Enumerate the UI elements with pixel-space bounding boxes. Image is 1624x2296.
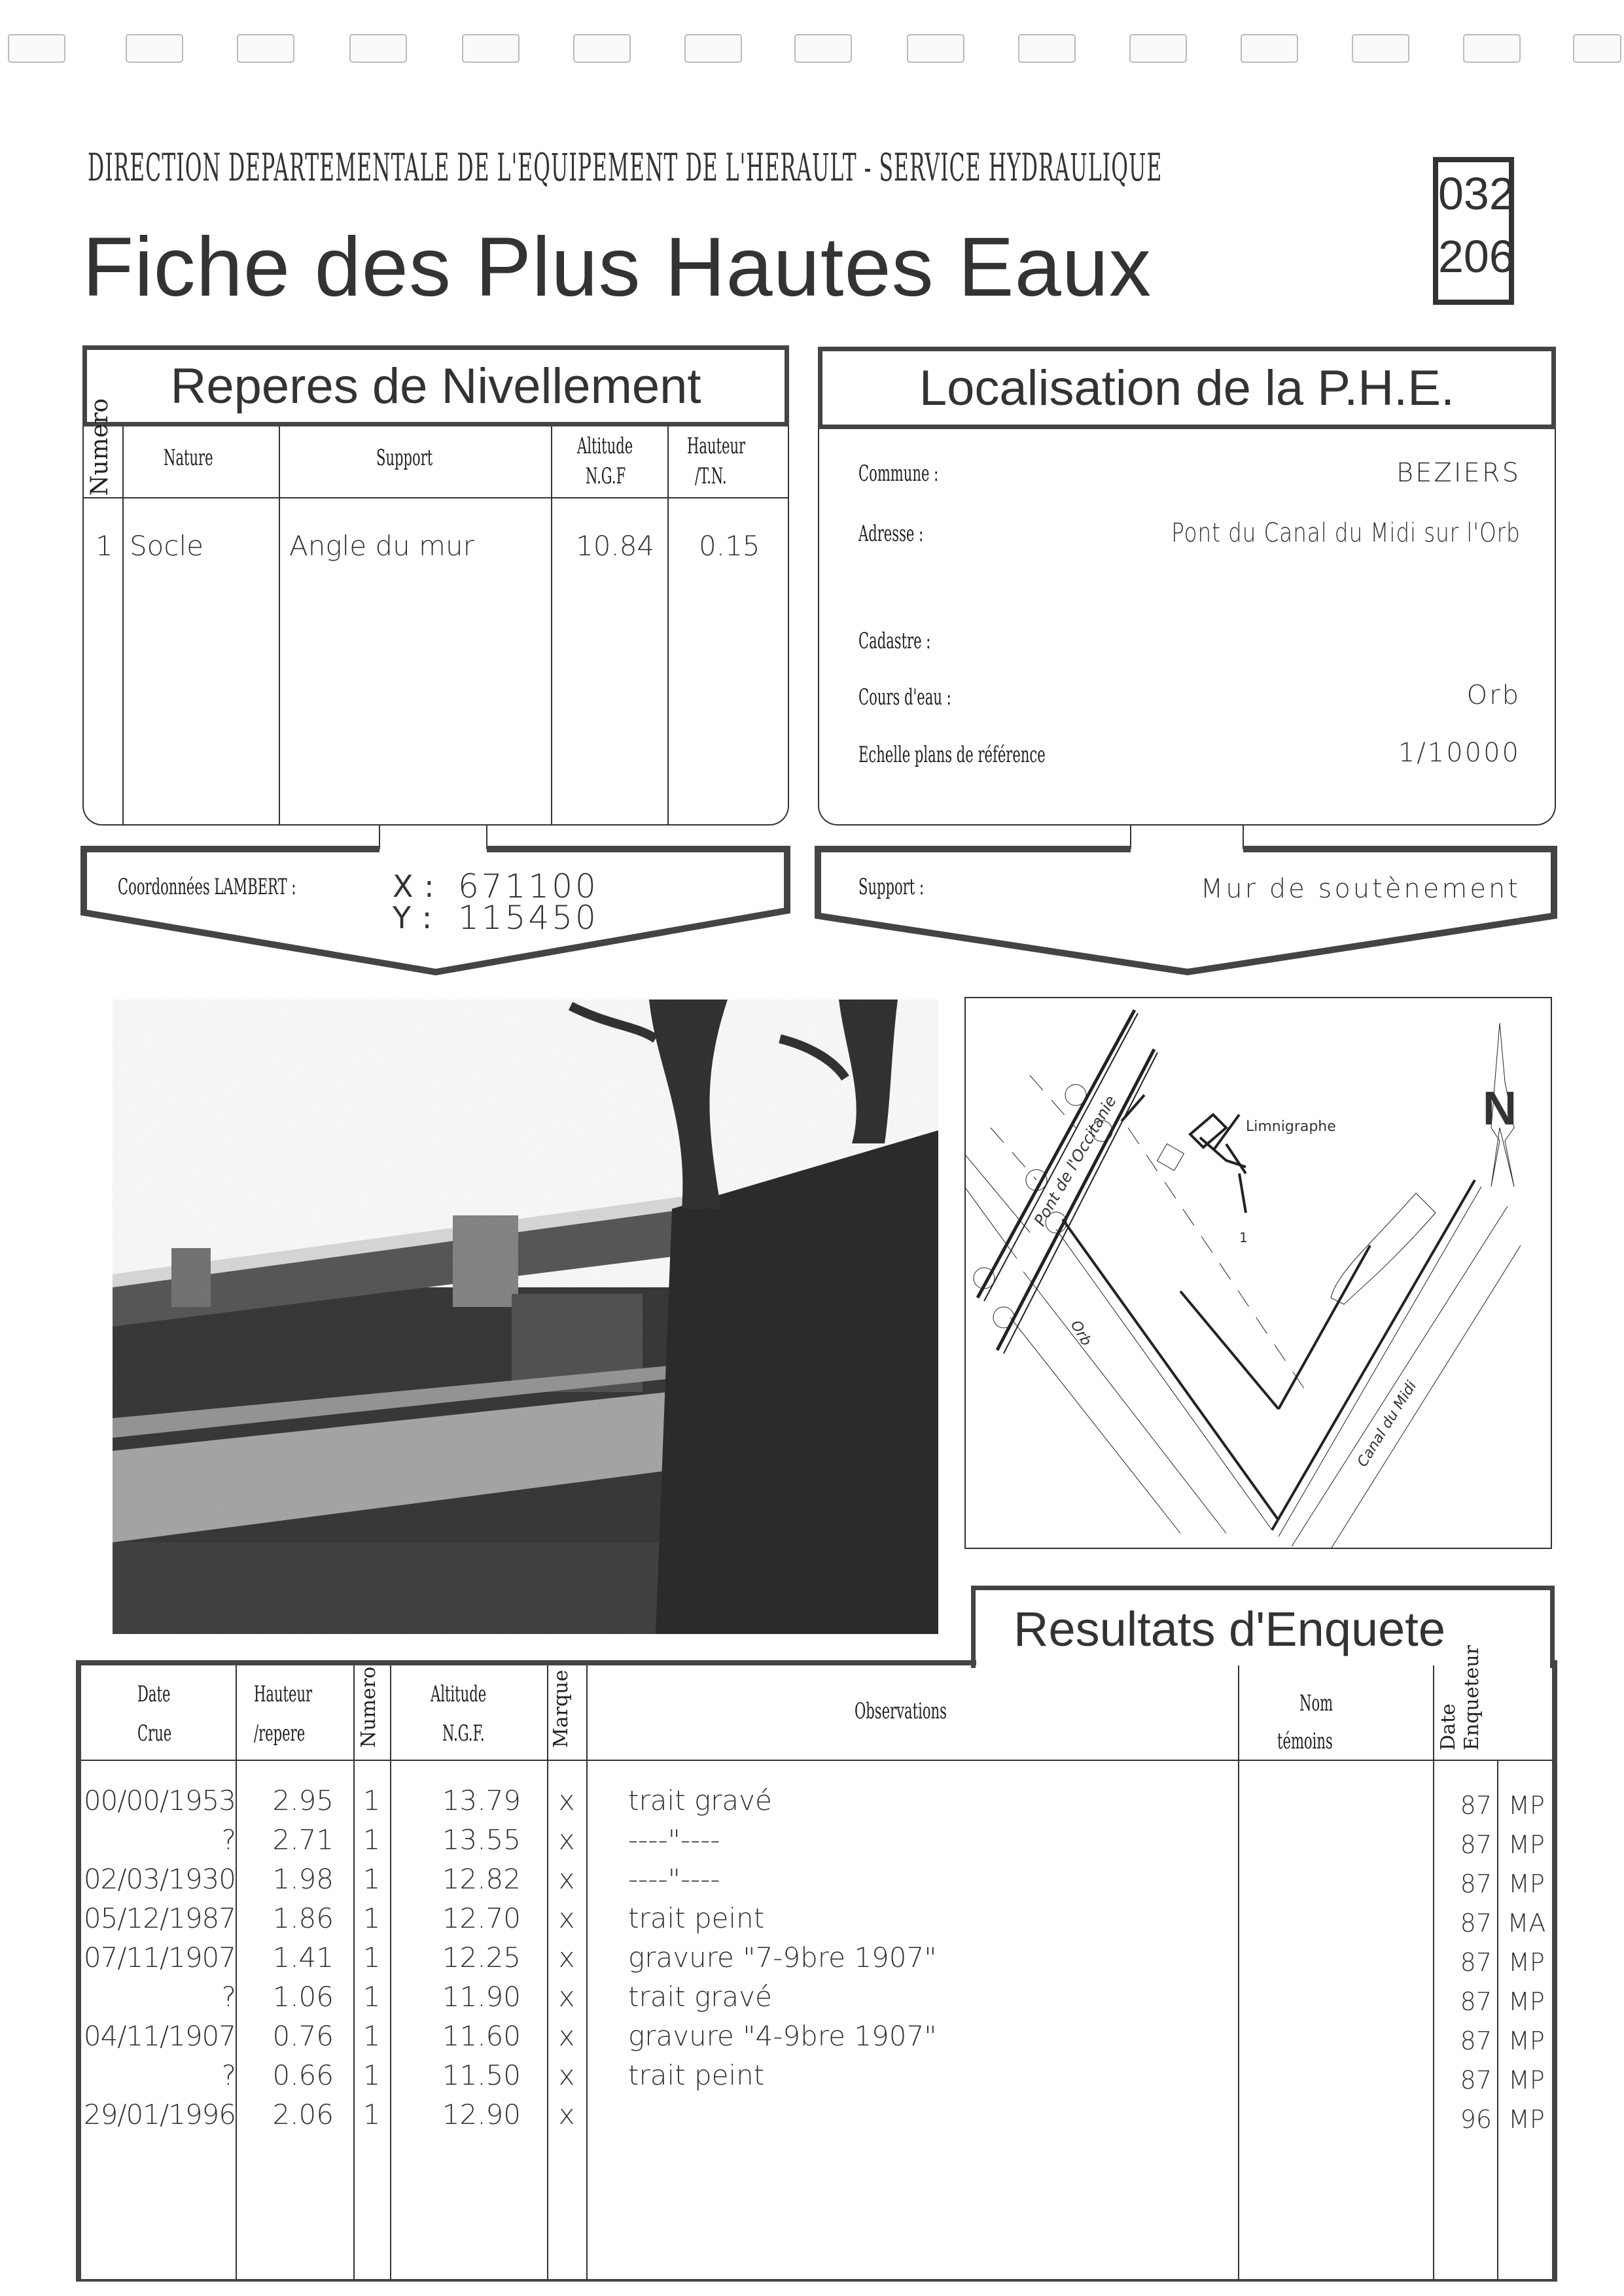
cell-observation: trait peint xyxy=(628,1902,765,1934)
cell-observation: ----"---- xyxy=(628,1863,720,1895)
localisation-section-title: Localisation de la P.H.E. xyxy=(818,347,1556,429)
cell-marque: x xyxy=(558,1784,575,1817)
cell-observation: ----"---- xyxy=(628,1824,720,1856)
cell-date: 05/12/1987 xyxy=(83,1902,236,1934)
cell-numero: 1 xyxy=(362,2098,381,2131)
support-label: Support : xyxy=(858,874,925,900)
cell-observation: trait gravé xyxy=(628,1981,772,2013)
field-value-cours-eau: Orb xyxy=(1466,680,1521,710)
cell-marque: x xyxy=(558,1824,575,1856)
cell-numero: 1 xyxy=(362,1784,381,1817)
cell-hauteur: 0.76 xyxy=(272,2020,334,2052)
cell-marque: x xyxy=(558,2098,575,2131)
cell-enqueteur: MP xyxy=(1508,1987,1545,2016)
resultats-col-temoins: témoins xyxy=(1277,1728,1333,1754)
cell-numero: 1 xyxy=(362,1941,381,1974)
cell-observation: trait gravé xyxy=(628,1784,772,1817)
resultats-section-title: Resultats d'Enquete xyxy=(971,1586,1555,1668)
river-label: Orb xyxy=(1067,1317,1095,1349)
cell-numero: 1 xyxy=(362,1902,381,1934)
field-label-echelle: Echelle plans de référence xyxy=(858,742,1046,768)
cell-hauteur: 1.98 xyxy=(272,1863,334,1895)
cell-date: 07/11/1907 xyxy=(83,1941,236,1974)
resultats-col-observations: Observations xyxy=(855,1698,947,1724)
site-photo xyxy=(113,1000,938,1634)
resultats-col-date-enquete: Date xyxy=(1437,1703,1460,1750)
organization-heading: DIRECTION DEPARTEMENTALE DE L'EQUIPEMENT DE L'HERAULT - SERVICE HYDRAULIQUE xyxy=(88,145,1163,190)
cell-altitude: 11.60 xyxy=(442,2020,521,2052)
reperes-col-numero: Numero xyxy=(86,398,113,496)
lambert-x-value: 671100 xyxy=(458,867,599,905)
cell-numero: 1 xyxy=(362,2020,381,2052)
resultats-col-date-crue: Crue xyxy=(137,1720,172,1747)
resultats-col-enqueteur: Enqueteur xyxy=(1460,1645,1483,1750)
cell-hauteur: 1.41 xyxy=(272,1941,334,1974)
cell-hauteur: 2.95 xyxy=(272,1784,334,1817)
cell-hauteur: 1.86 xyxy=(272,1902,334,1934)
cell-numero: 1 xyxy=(362,1981,381,2013)
cell-marque: x xyxy=(558,1902,575,1934)
cell-hauteur: 2.06 xyxy=(272,2098,334,2131)
lambert-x-label: X : xyxy=(393,869,435,904)
cell-numero: 1 xyxy=(362,1863,381,1895)
lambert-y-value: 115450 xyxy=(458,899,599,937)
cell-altitude: 12.90 xyxy=(442,2098,521,2131)
cell-date: 04/11/1907 xyxy=(83,2020,236,2052)
reperes-col-support: Support xyxy=(376,445,433,471)
reperes-cell-hauteur: 0.15 xyxy=(699,530,760,562)
field-value-commune: BEZIERS xyxy=(1396,458,1521,488)
cell-altitude: 13.79 xyxy=(442,1784,521,1817)
lambert-y-label: Y : xyxy=(393,900,433,935)
sheet-code-bottom: 206 xyxy=(1438,231,1515,282)
cell-enqueteur: MP xyxy=(1508,2066,1545,2095)
cell-hauteur: 1.06 xyxy=(272,1981,334,2013)
cell-enqueteur: MP xyxy=(1508,2026,1545,2055)
field-label-adresse: Adresse : xyxy=(858,521,924,547)
cell-date-enquete: 87 xyxy=(1460,1948,1492,1977)
resultats-col-hauteur-repere: /repere xyxy=(254,1720,306,1747)
support-value: Mur de soutènement xyxy=(1200,874,1521,904)
field-value-echelle: 1/10000 xyxy=(1398,738,1521,768)
cell-date-enquete: 87 xyxy=(1460,1791,1492,1820)
field-value-adresse: Pont du Canal du Midi sur l'Orb xyxy=(1171,518,1521,548)
resultats-col-date: Date xyxy=(137,1681,171,1707)
cell-marque: x xyxy=(558,1981,575,2013)
cell-date-enquete: 87 xyxy=(1460,2066,1492,2095)
reperes-col-nature: Nature xyxy=(164,445,213,471)
cell-date-enquete: 87 xyxy=(1460,1909,1492,1938)
cell-marque: x xyxy=(558,2020,575,2052)
canal-label: Canal du Midi xyxy=(1354,1378,1421,1470)
cell-enqueteur: MP xyxy=(1508,1948,1545,1977)
cell-marque: x xyxy=(558,2059,575,2091)
cell-observation: gravure "7-9bre 1907" xyxy=(628,1941,937,1974)
reperes-cell-nature: Socle xyxy=(130,530,203,562)
cell-altitude: 12.70 xyxy=(442,1902,521,1934)
cell-date: ? xyxy=(221,1824,236,1856)
cell-hauteur: 0.66 xyxy=(272,2059,334,2091)
field-label-commune: Commune : xyxy=(858,461,939,487)
reperes-col-altitude: Altitude xyxy=(577,433,633,459)
cell-date-enquete: 87 xyxy=(1460,2026,1492,2055)
cell-date-enquete: 87 xyxy=(1460,1987,1492,2016)
cell-date-enquete: 87 xyxy=(1460,1870,1492,1898)
cell-altitude: 11.50 xyxy=(442,2059,521,2091)
cell-date: ? xyxy=(221,1981,236,2013)
lambert-label: Coordonnées LAMBERT : xyxy=(118,874,296,900)
cell-date: ? xyxy=(221,2059,236,2091)
resultats-col-altitude-unit: N.G.F. xyxy=(442,1720,485,1747)
field-label-cadastre: Cadastre : xyxy=(858,628,931,654)
marker-label: 1 xyxy=(1239,1230,1248,1245)
cell-hauteur: 2.71 xyxy=(272,1824,334,1856)
north-label: N xyxy=(1483,1083,1517,1135)
cell-date: 29/01/1996 xyxy=(83,2098,236,2131)
gauge-label: Limnigraphe xyxy=(1246,1119,1336,1135)
cell-enqueteur: MP xyxy=(1508,1830,1545,1859)
resultats-col-nom: Nom xyxy=(1299,1690,1333,1716)
cell-observation: trait peint xyxy=(628,2059,765,2091)
field-label-cours-eau: Cours d'eau : xyxy=(858,684,951,710)
reperes-col-altitude-unit: N.G.F xyxy=(586,463,626,489)
cell-numero: 1 xyxy=(362,2059,381,2091)
reperes-section-title: Reperes de Nivellement xyxy=(82,345,789,426)
resultats-col-marque: Marque xyxy=(550,1669,573,1748)
cell-altitude: 12.82 xyxy=(442,1863,521,1895)
reperes-cell-altitude: 10.84 xyxy=(576,530,655,562)
cell-enqueteur: MA xyxy=(1507,1909,1546,1938)
cell-marque: x xyxy=(558,1863,575,1895)
cell-date-enquete: 87 xyxy=(1460,1830,1492,1859)
page-title: Fiche des Plus Hautes Eaux xyxy=(82,220,1152,314)
cell-enqueteur: MP xyxy=(1508,1870,1545,1898)
cell-enqueteur: MP xyxy=(1508,2105,1545,2134)
cell-enqueteur: MP xyxy=(1508,1791,1545,1820)
cell-date: 00/00/1953 xyxy=(83,1784,236,1817)
reperes-cell-support: Angle du mur xyxy=(289,530,474,562)
reperes-col-hauteur-unit: /T.N. xyxy=(695,463,727,489)
cell-numero: 1 xyxy=(362,1824,381,1856)
cell-observation: gravure "4-9bre 1907" xyxy=(628,2020,937,2052)
reperes-col-hauteur: Hauteur xyxy=(687,433,746,459)
plan-drawing xyxy=(964,997,1552,1549)
cell-altitude: 12.25 xyxy=(442,1941,521,1974)
bridge-label: Pont de l'Occitanie xyxy=(1030,1092,1120,1229)
resultats-col-numero: Numero xyxy=(357,1666,380,1748)
sheet-code-top: 032 xyxy=(1438,168,1515,219)
cell-altitude: 13.55 xyxy=(442,1824,521,1856)
cell-date: 02/03/1930 xyxy=(83,1863,236,1895)
cell-date-enquete: 96 xyxy=(1460,2105,1492,2134)
reperes-cell-numero: 1 xyxy=(96,530,113,562)
cell-altitude: 11.90 xyxy=(442,1981,521,2013)
cell-marque: x xyxy=(558,1941,575,1974)
resultats-col-hauteur: Hauteur xyxy=(254,1681,313,1707)
resultats-col-altitude: Altitude xyxy=(431,1681,487,1707)
